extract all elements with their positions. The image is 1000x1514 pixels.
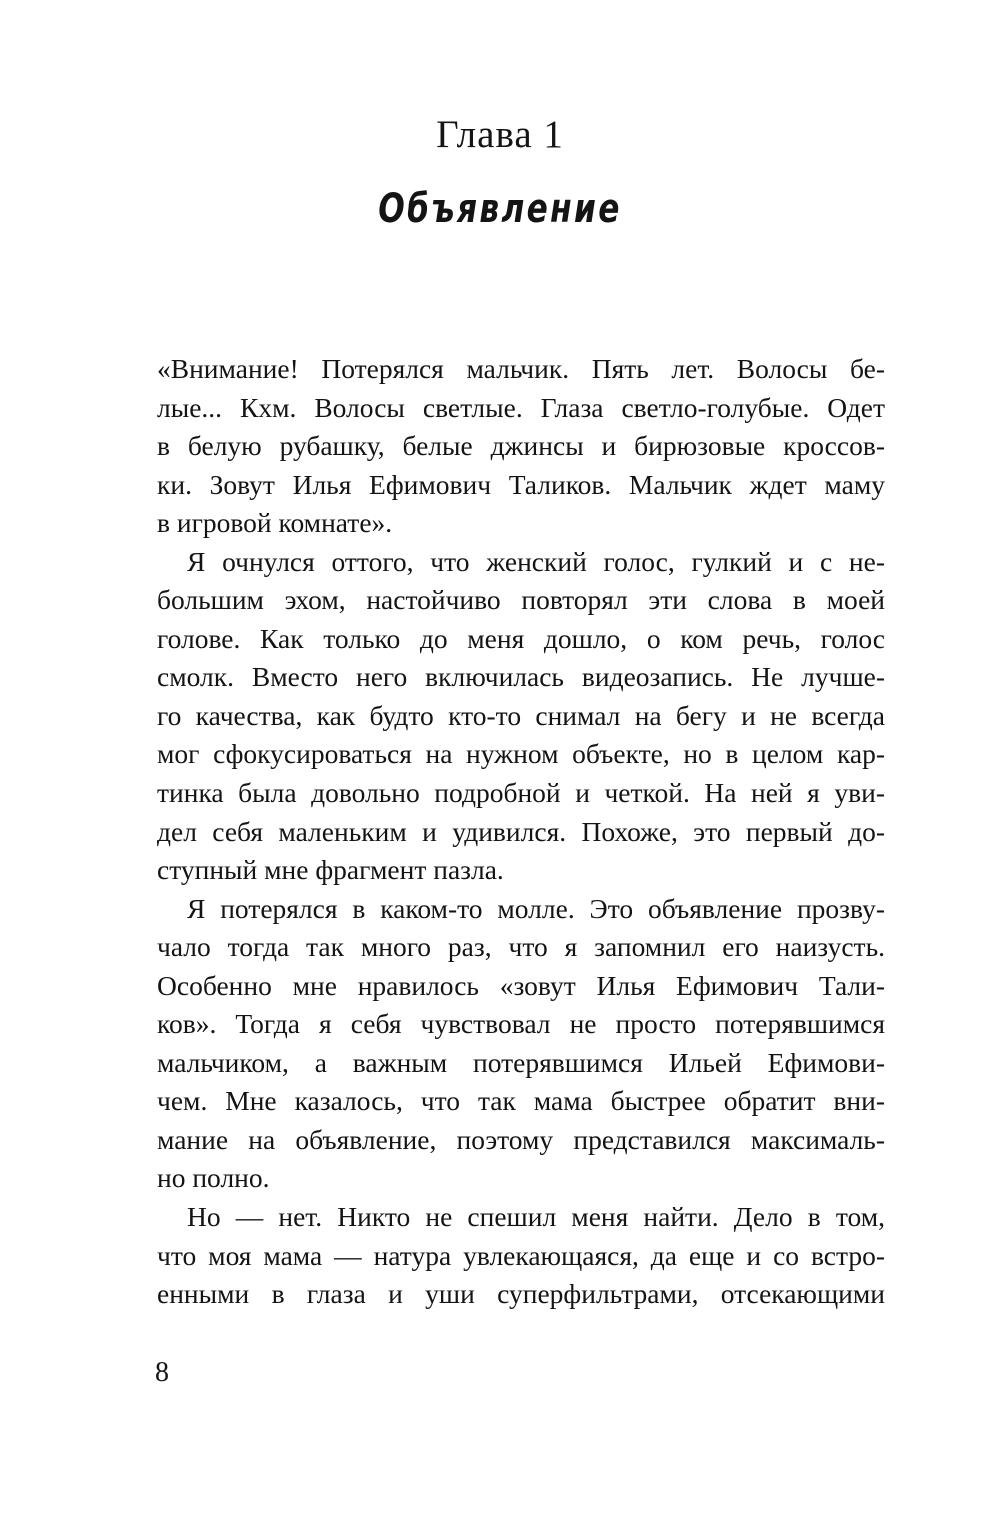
text-line: чем. Мне казалось, что так мама быстрее обратит вни- xyxy=(157,1085,885,1117)
text-line: лые... Кхм. Волосы светлые. Глаза светло-голубые. Одет xyxy=(157,391,885,423)
text-line: Я потерялся в каком-то молле. Это объявление прозву- xyxy=(187,892,885,924)
text-line: мог сфокусироваться на нужном объекте, но в целом кар- xyxy=(157,738,885,770)
text-line: го качества, как будто кто-то снимал на бегу и не всегда xyxy=(157,699,885,731)
chapter-label: Глава 1 xyxy=(436,113,564,156)
text-line: «Внимание! Потерялся мальчик. Пять лет. Волосы бе- xyxy=(157,353,885,384)
text-line: смолк. Вместо него включилась видеозапись. Не лучше- xyxy=(157,661,885,693)
text-line: голове. Как только до меня дошло, о ком речь, голос xyxy=(157,622,885,654)
text-line: мальчиком, а важным потерявшимся Ильей Ефимови- xyxy=(157,1046,885,1078)
body-text xyxy=(157,350,885,1314)
text-line: но полно. xyxy=(157,1162,270,1194)
chapter-title: Объявление xyxy=(378,186,622,232)
text-line: мание на объявление, поэтому представился максималь- xyxy=(157,1123,885,1155)
text-line: Но — нет. Никто не спешил меня найти. Дело в том, xyxy=(187,1201,885,1233)
text-line: в белую рубашку, белые джинсы и бирюзовые кроссов- xyxy=(157,430,885,462)
text-line: тинка была довольно подробной и четкой. На ней я уви- xyxy=(157,777,885,809)
text-line: ки. Зовут Илья Ефимович Таликов. Мальчик ждет маму xyxy=(157,468,885,500)
text-line: чало тогда так много раз, что я запомнил его наизусть. xyxy=(157,931,885,963)
text-line: ков». Тогда я себя чувствовал не просто потерявшимся xyxy=(157,1008,885,1040)
text-line: енными в глаза и уши суперфильтрами, отсекающими xyxy=(157,1278,885,1310)
page-number: 8 xyxy=(155,1357,169,1388)
text-line: ступный мне фрагмент пазла. xyxy=(157,854,504,886)
text-line: Особенно мне нравилось «зовут Илья Ефимович Тали- xyxy=(157,969,885,1001)
text-line: Я очнулся оттого, что женский голос, гулкий и с не- xyxy=(187,545,885,577)
text-line: что моя мама — натура увлекающаяся, да еще и со встро- xyxy=(157,1239,885,1271)
text-line: в игровой комнате». xyxy=(157,507,393,539)
text-line: большим эхом, настойчиво повторял эти слова в моей xyxy=(157,584,885,616)
text-line: дел себя маленьким и удивился. Похоже, это первый до- xyxy=(157,815,885,847)
